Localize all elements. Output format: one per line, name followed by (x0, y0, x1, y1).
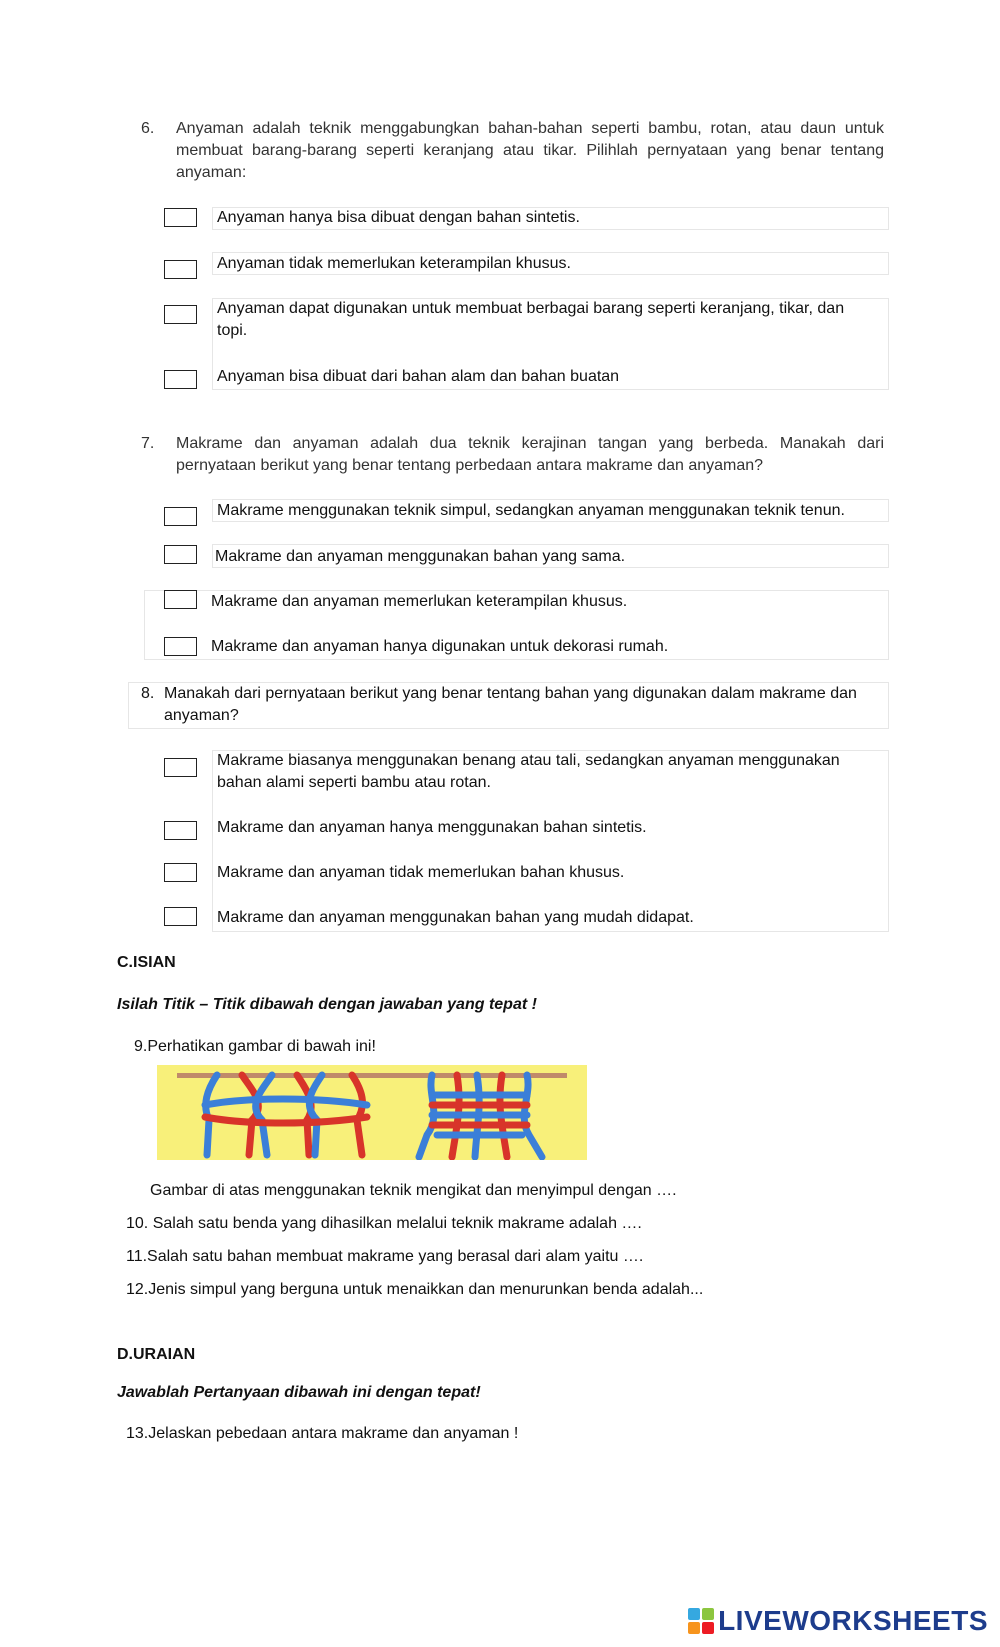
q7-option-1-label: Makrame menggunakan teknik simpul, sedangkan anyaman menggunakan teknik tenun. (217, 502, 845, 519)
q7-number: 7. (141, 435, 155, 452)
q8-text: Manakah dari pernyataan berikut yang benar tentang bahan yang digunakan dalam makrame dan anyaman? (164, 685, 857, 724)
q7-option-4-label: Makrame dan anyaman hanya digunakan untuk dekorasi rumah. (211, 638, 669, 655)
q8-option-3-checkbox[interactable] (164, 863, 197, 882)
q6-option-3-label: Anyaman dapat digunakan untuk membuat berbagai barang seperti keranjang, tikar, dan topi. (217, 300, 845, 339)
q7-option-1-checkbox[interactable] (164, 507, 197, 526)
q10-text: 10. Salah satu benda yang dihasilkan melalui teknik makrame adalah …. (126, 1215, 642, 1232)
q9-intro: 9.Perhatikan gambar di bawah ini! (134, 1038, 376, 1055)
q6-option-4-label: Anyaman bisa dibuat dari bahan alam dan bahan buatan (217, 368, 620, 385)
q12-text: 12.Jenis simpul yang berguna untuk menaikkan dan menurunkan benda adalah... (126, 1281, 704, 1298)
q6-option-4-checkbox[interactable] (164, 370, 197, 389)
q6-option-1-checkbox[interactable] (164, 208, 197, 227)
q7-option-2-checkbox[interactable] (164, 545, 197, 564)
liveworksheets-logo-text: LIVEWORKSHEETS (718, 1605, 988, 1636)
q6-option-2-label: Anyaman tidak memerlukan keterampilan khusus. (217, 255, 571, 272)
q6-option-1-label: Anyaman hanya bisa dibuat dengan bahan sintetis. (217, 209, 580, 226)
q6-option-2-checkbox[interactable] (164, 260, 197, 279)
q8-option-2-label: Makrame dan anyaman hanya menggunakan bahan sintetis. (217, 819, 647, 836)
liveworksheets-logo (688, 1605, 988, 1637)
section-d-title: D.URAIAN (117, 1346, 196, 1363)
q9-text: Gambar di atas menggunakan teknik mengikat dan menyimpul dengan …. (150, 1182, 677, 1199)
q7-option-3-label: Makrame dan anyaman memerlukan keterampilan khusus. (211, 593, 628, 610)
q7-option-3-checkbox[interactable] (164, 590, 197, 609)
q8-number: 8. (141, 685, 155, 702)
q7-text: Makrame dan anyaman adalah dua teknik kerajinan tangan yang berbeda. Manakah dari pernyataan berikut yang benar tentang perbedaan antara makrame dan anyaman? (176, 435, 884, 474)
q7-option-2-label: Makrame dan anyaman menggunakan bahan yang sama. (215, 548, 626, 565)
q8-option-4-checkbox[interactable] (164, 907, 197, 926)
q8-option-1-checkbox[interactable] (164, 758, 197, 777)
macrame-illustration (157, 1065, 587, 1160)
q7-option-4-checkbox[interactable] (164, 637, 197, 656)
q13-text: 13.Jelaskan pebedaan antara makrame dan anyaman ! (126, 1425, 519, 1442)
q8-option-1-label: Makrame biasanya menggunakan benang atau tali, sedangkan anyaman menggunakan bahan alami seperti bambu atau rotan. (217, 752, 840, 791)
section-d-instruction: Jawablah Pertanyaan dibawah ini dengan tepat! (117, 1384, 481, 1401)
section-c-title: C.ISIAN (117, 954, 176, 971)
q6-text: Anyaman adalah teknik menggabungkan bahan-bahan seperti bambu, rotan, atau daun untuk membuat barang-barang seperti keranjang atau tikar. Pilihlah pernyataan yang benar tentang anyaman: (176, 120, 884, 181)
q8-option-2-checkbox[interactable] (164, 821, 197, 840)
q8-option-3-label: Makrame dan anyaman tidak memerlukan bahan khusus. (217, 864, 625, 881)
q6-number: 6. (141, 120, 155, 137)
liveworksheets-logo-icon (688, 1608, 714, 1634)
q6-option-3-checkbox[interactable] (164, 305, 197, 324)
q8-option-4-label: Makrame dan anyaman menggunakan bahan yang mudah didapat. (217, 909, 694, 926)
q11-text: 11.Salah satu bahan membuat makrame yang berasal dari alam yaitu …. (126, 1248, 644, 1265)
section-c-instruction: Isilah Titik – Titik dibawah dengan jawaban yang tepat ! (117, 996, 537, 1013)
